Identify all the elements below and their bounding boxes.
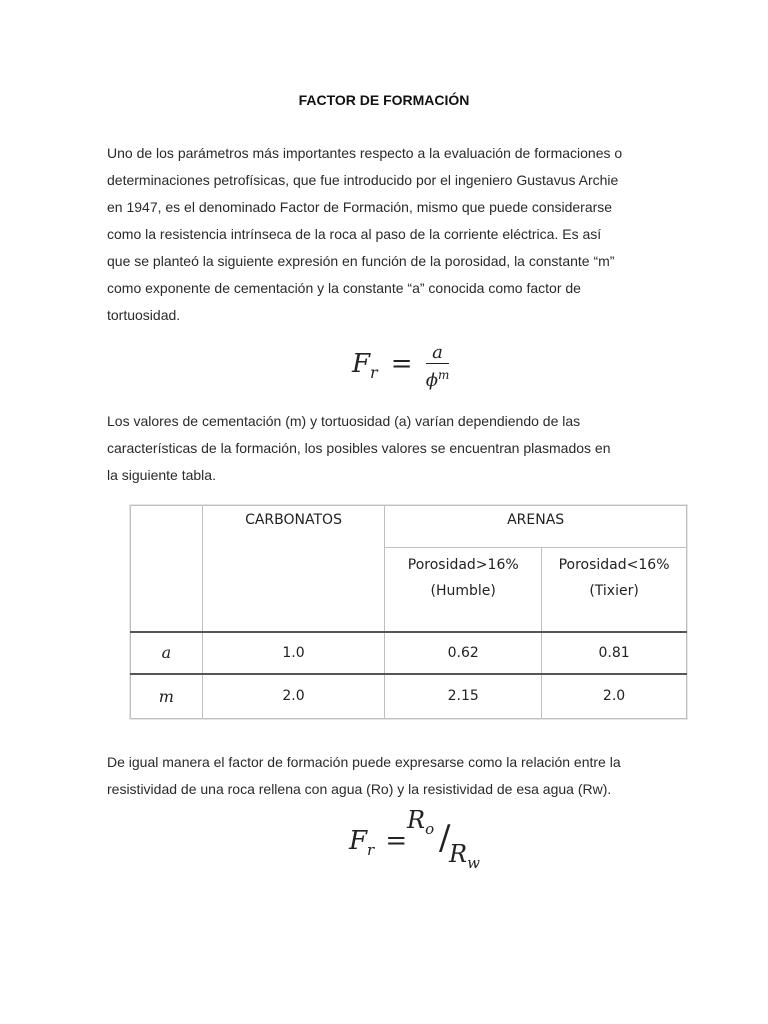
cell-arena-humble: 0.62: [385, 632, 542, 674]
subheader-humble-line2: (Humble): [430, 583, 496, 599]
formula-numerator: a: [426, 343, 450, 364]
formula-exponent: m: [437, 368, 450, 382]
formula2-slash: /: [439, 818, 451, 858]
formula2-ro: R: [407, 806, 426, 834]
formula-fraction: [426, 343, 450, 392]
formula-denominator: [426, 364, 450, 392]
paragraph-line: como exponente de cementación y la constante “a” conocida como factor de: [107, 280, 581, 296]
formula2-lhs: F: [349, 826, 368, 856]
formula2-ro-subscript: o: [425, 820, 435, 838]
paragraph-line: tortuosidad.: [107, 307, 181, 323]
cell-arena-humble: 2.15: [385, 674, 542, 719]
formula-phi: ϕ: [425, 370, 438, 391]
paragraph-line: como la resistencia intrínseca de la roca al paso de la corriente eléctrica. Es así: [107, 226, 602, 242]
paragraph-line: la siguiente tabla.: [107, 467, 216, 483]
paragraph-line: que se planteó la siguiente expresión en función de la porosidad, la constante “m”: [107, 253, 615, 269]
formula-lhs: F: [352, 349, 371, 379]
paragraph-resistivity: [107, 749, 677, 803]
paragraph-line: De igual manera el factor de formación puede expresarse como la relación entre la: [107, 754, 621, 770]
values-table: [130, 505, 687, 719]
formula2-denominator: [449, 840, 480, 872]
formula2-rw: R: [449, 840, 468, 868]
row-variable: m: [131, 674, 203, 719]
cell-arena-tixier: 2.0: [542, 674, 687, 719]
paragraph-line: características de la formación, los posibles valores se encuentran plasmados en: [107, 440, 611, 456]
paragraph-line: Los valores de cementación (m) y tortuosidad (a) varían dependiendo de las: [107, 413, 581, 429]
paragraph-line: Uno de los parámetros más importantes respecto a la evaluación de formaciones o: [107, 145, 623, 161]
formula-equals: =: [390, 349, 413, 379]
formula2-numerator: [407, 806, 434, 838]
subheader-humble: [385, 548, 542, 632]
table-header-row: [131, 506, 687, 548]
cell-carbonatos: 1.0: [202, 632, 385, 674]
subheader-humble-line1: Porosidad>16%: [407, 557, 519, 573]
header-arenas: ARENAS: [385, 506, 687, 548]
cell-arena-tixier: 0.81: [542, 632, 687, 674]
table-row: [131, 674, 687, 719]
paragraph-line: determinaciones petrofísicas, que fue introducido por el ingeniero Gustavus Archie: [107, 172, 619, 188]
cell-carbonatos: 2.0: [202, 674, 385, 719]
row-variable: a: [131, 632, 203, 674]
paragraph-line: en 1947, es el denominado Factor de Formación, mismo que puede considerarse: [107, 199, 613, 215]
subheader-tixier-line2: (Tixier): [589, 583, 639, 599]
subheader-tixier: [542, 548, 687, 632]
formula-archie: [352, 343, 449, 392]
paragraph-values: [107, 408, 677, 489]
formula2-rw-subscript: w: [467, 854, 480, 872]
subheader-tixier-line1: Porosidad<16%: [558, 557, 670, 573]
header-carbonatos: CARBONATOS: [202, 506, 385, 632]
formula2-equals: =: [385, 826, 408, 856]
formula-lhs-subscript: r: [370, 363, 378, 382]
formula-resistivity: [349, 806, 480, 872]
paragraph-line: resistividad de una roca rellena con agua (Ro) y la resistividad de esa agua (Rw).: [107, 781, 612, 797]
page-title: FACTOR DE FORMACIÓN: [298, 92, 470, 108]
paragraph-intro: [107, 140, 677, 329]
table-row: [131, 632, 687, 674]
table-corner-cell: [131, 506, 203, 632]
formula2-lhs-subscript: r: [367, 841, 375, 859]
